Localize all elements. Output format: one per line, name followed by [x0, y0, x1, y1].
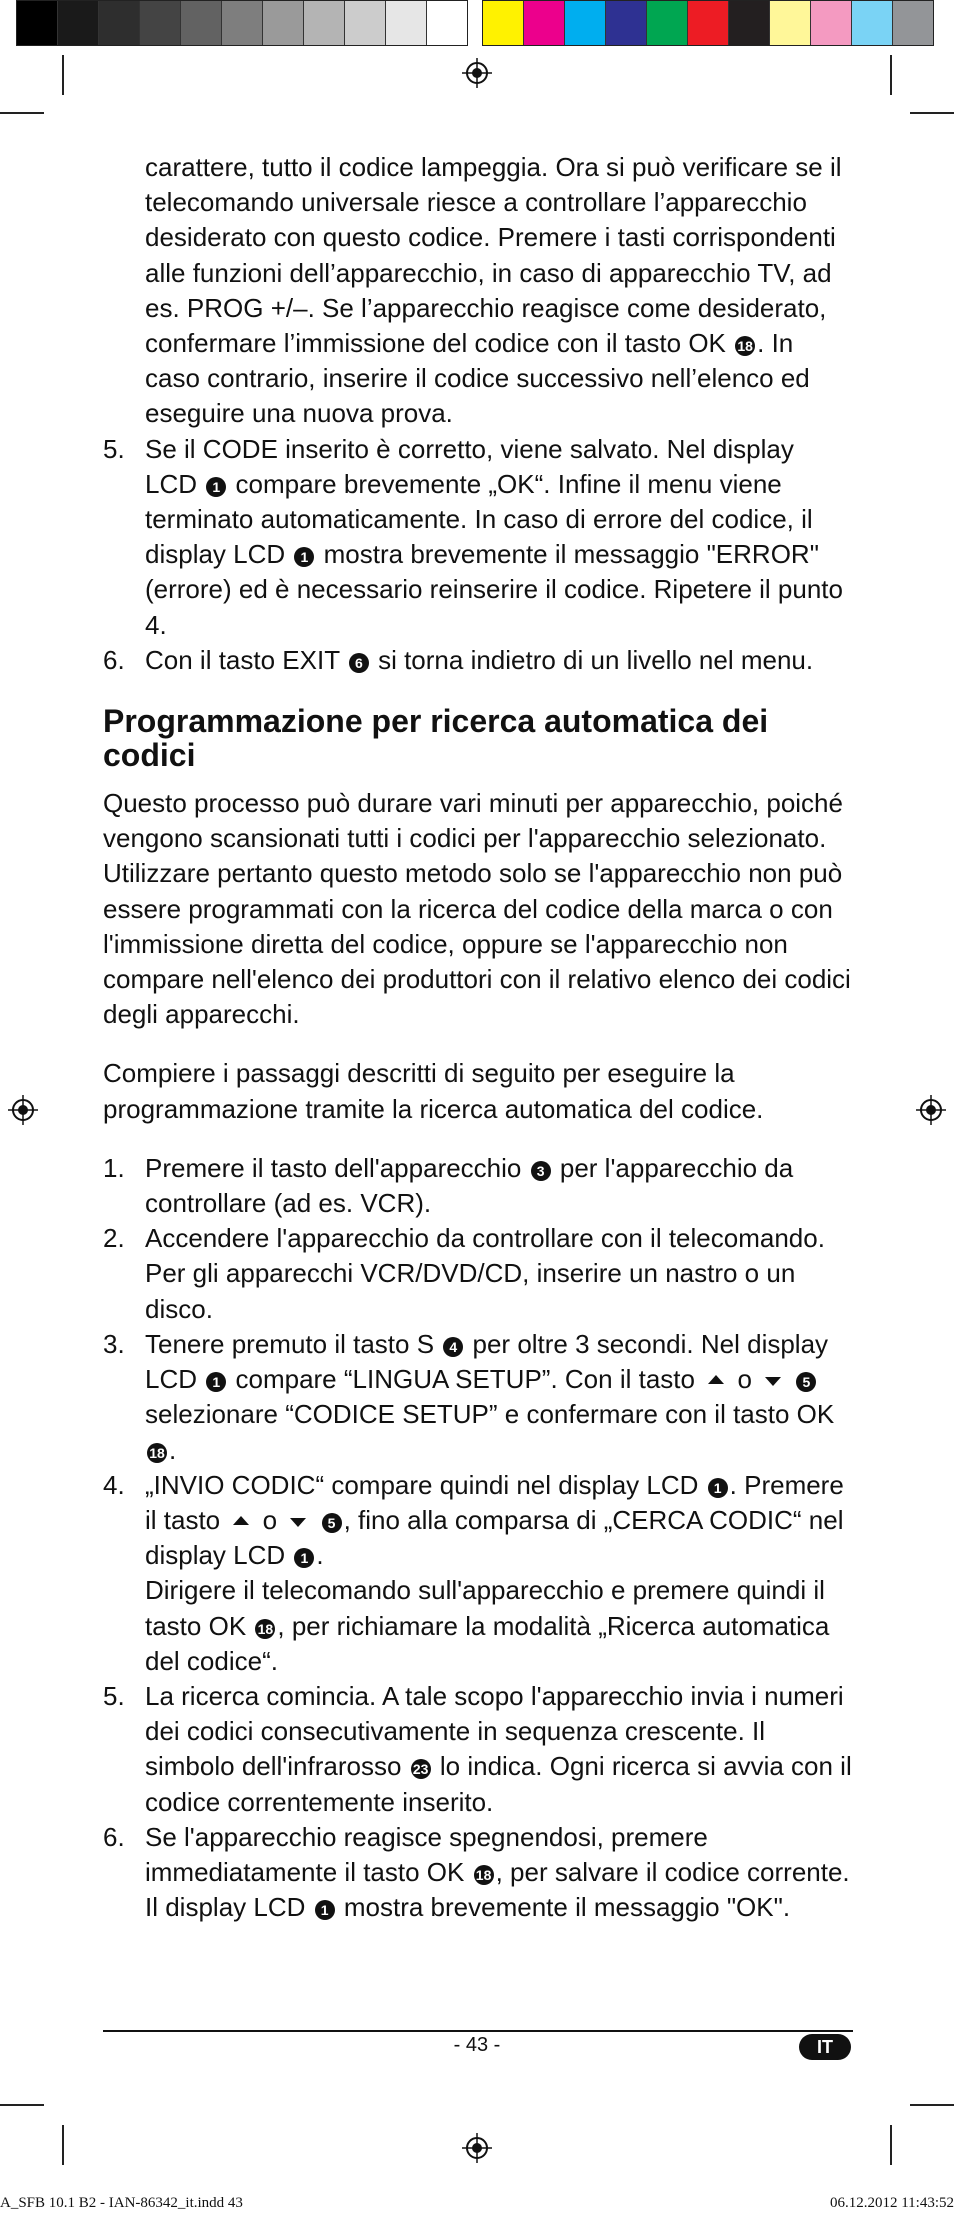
list-number: 2. [103, 1223, 125, 1254]
color-swatch [99, 1, 140, 45]
body-paragraph: Questo processo può durare vari minuti per apparecchio, poiché vengono scansionati tutti i codici per l'apparecchio selezionato. Utilizzare pertanto questo metodo solo se l'apparecchio non può essere programmati con la ricerca del codice della marca o con l'immissione diretta del codice, oppure se l'apparecchio non compare nell'elenco dei produttori con il relativo elenco dei codici degli apparecchi. [103, 788, 851, 1030]
crop-mark [890, 2125, 892, 2165]
button-ref-badge: 5 [796, 1372, 816, 1392]
color-swatch [852, 1, 893, 45]
manual-page-content [103, 150, 853, 1925]
list-number: 4. [103, 1469, 125, 1500]
crop-mark [62, 2125, 64, 2165]
footer-divider [103, 2030, 853, 2032]
registration-mark-icon [8, 1095, 38, 1125]
registration-mark-icon [462, 58, 492, 88]
list-item: 5. Se il CODE inserito è corretto, viene salvato. Nel display LCD 1 compare brevemente „OK“. Infine il menu viene terminato automaticamente. In caso di errore del codice, il display LCD 1 mostra brevemente il messaggio "ERROR" (errore) ed è necessario reinserire il codice. Ripetere il punto 4. [103, 433, 843, 640]
button-ref-badge: 4 [443, 1337, 463, 1357]
crop-mark [890, 55, 892, 95]
list-number: 5. [103, 433, 125, 464]
color-swatch [17, 1, 58, 45]
button-ref-badge: 18 [474, 1865, 494, 1885]
button-ref-badge: 18 [255, 1619, 275, 1639]
arrow-up-icon [708, 1375, 724, 1384]
color-swatch [606, 1, 647, 45]
color-swatch [181, 1, 222, 45]
color-swatch [811, 1, 852, 45]
color-swatch [345, 1, 386, 45]
color-calibration-bar [16, 0, 934, 46]
print-slug-timestamp: 06.12.2012 11:43:52 [829, 2195, 954, 2211]
color-swatch [483, 1, 524, 45]
list-item: 6. Se l'apparecchio reagisce spegnendosi, premere immediatamente il tasto OK 18 , per salvare il codice corrente. Il display LCD 1 mostra brevemente il messaggio "OK". [103, 1821, 850, 1923]
color-swatch [427, 1, 467, 45]
color-swatch [565, 1, 606, 45]
grayscale-swatches [16, 0, 468, 46]
color-swatches [482, 0, 934, 46]
color-swatch [893, 1, 933, 45]
color-swatch [770, 1, 811, 45]
button-ref-badge: 23 [411, 1759, 431, 1779]
list-item: 3. Tenere premuto il tasto S 4 per oltre 3 secondi. Nel display LCD 1 compare “LINGUA SETUP”. Con il tasto o 5 selezionare “CODICE SETUP” e confermare con il tasto OK 18 . [103, 1328, 835, 1465]
button-ref-badge: 1 [315, 1900, 335, 1920]
color-swatch [688, 1, 729, 45]
list-item: 2. Accendere l'apparecchio da controllare con il telecomando. Per gli apparecchi VCR/DVD/CD, inserire un nastro o un disco. [103, 1223, 825, 1324]
button-ref-badge: 1 [294, 547, 314, 567]
button-ref-badge: 1 [206, 1372, 226, 1392]
list-number: 3. [103, 1328, 125, 1359]
button-ref-badge: 18 [147, 1443, 167, 1463]
list-item-continuation: Dirigere il telecomando sull'apparecchio e premere quindi il tasto OK 18 , per richiamare la modalità „Ricerca automatica del codice“. [145, 1575, 830, 1676]
button-ref-badge: 1 [294, 1548, 314, 1568]
color-swatch [647, 1, 688, 45]
section-heading: Programmazione per ricerca automatica dei codici [103, 703, 769, 774]
crop-mark [0, 112, 44, 114]
body-paragraph: Compiere i passaggi descritti di seguito per eseguire la programmazione tramite la ricerca automatica del codice. [103, 1058, 764, 1124]
arrow-up-icon [233, 1516, 249, 1525]
arrow-down-icon [290, 1518, 306, 1527]
color-swatch [386, 1, 427, 45]
color-swatch [263, 1, 304, 45]
color-swatch [222, 1, 263, 45]
arrow-down-icon [765, 1377, 781, 1386]
color-swatch [58, 1, 99, 45]
color-swatch [524, 1, 565, 45]
button-ref-badge: 1 [206, 477, 226, 497]
button-ref-badge: 1 [708, 1478, 728, 1498]
button-ref-badge: 6 [349, 653, 369, 673]
list-item: 4. „INVIO CODIC“ compare quindi nel display LCD 1 . Premere il tasto o 5 , fino alla comparsa di „CERCA CODIC“ nel display LCD 1 . [103, 1469, 844, 1571]
list-number: 6. [103, 1821, 125, 1852]
button-ref-badge: 5 [322, 1513, 342, 1533]
color-swatch [304, 1, 345, 45]
registration-mark-icon [916, 1095, 946, 1125]
color-swatch [140, 1, 181, 45]
continued-paragraph: carattere, tutto il codice lampeggia. Ora si può verificare se il telecomando universale riesce a controllare l’apparecchio desiderato con questo codice. Premere i tasti corrispondenti alle funzioni dell’apparecchio, in caso di apparecchio TV, ad es. PROG +/–. Se l’apparecchio reagisce come desiderato, confermare l’immissione del codice con il tasto OK 18 . In caso contrario, inserire il codice successivo nell’elenco ed eseguire una nuova prova. [145, 152, 842, 429]
list-number: 6. [103, 644, 125, 675]
list-item: 1. Premere il tasto dell'apparecchio 3 per l'apparecchio da controllare (ad es. VCR). [103, 1152, 794, 1219]
registration-mark-icon [462, 2133, 492, 2163]
button-ref-badge: 3 [531, 1161, 551, 1181]
crop-mark [62, 55, 64, 95]
crop-mark [910, 112, 954, 114]
crop-mark [910, 2104, 954, 2106]
button-ref-badge: 18 [735, 336, 755, 356]
page-number: - 43 - [453, 2034, 501, 2056]
list-item: 5. La ricerca comincia. A tale scopo l'apparecchio invia i numeri dei codici consecutivamente in sequenza crescente. Il simbolo dell'infrarosso 23 lo indica. Ogni ricerca si avvia con il codice correntemente inserito. [103, 1680, 852, 1817]
list-number: 1. [103, 1152, 125, 1183]
list-number: 5. [103, 1680, 125, 1711]
color-swatch [729, 1, 770, 45]
language-badge: IT [799, 2034, 851, 2060]
print-slug-filename: A_SFB 10.1 B2 - IAN-86342_it.indd 43 [0, 2195, 243, 2211]
list-item: 6. Con il tasto EXIT 6 si torna indietro di un livello nel menu. [103, 643, 853, 678]
crop-mark [0, 2104, 44, 2106]
